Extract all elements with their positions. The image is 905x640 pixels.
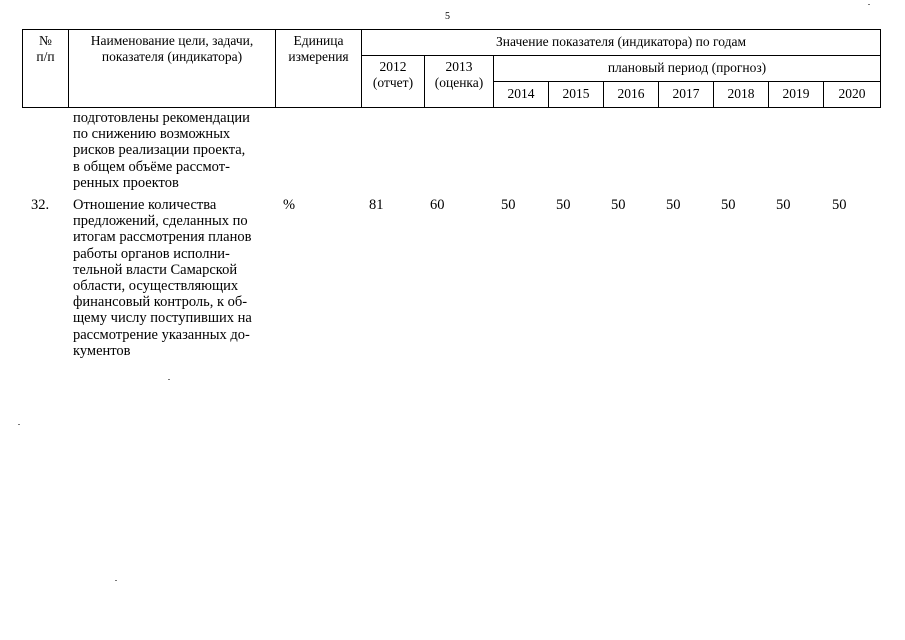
header-2012: 2012 (отчет) — [361, 55, 425, 108]
header-plan-year: 2020 — [823, 81, 881, 108]
value-2012: 81 — [369, 197, 384, 213]
header-2013: 2013 (оценка) — [424, 55, 494, 108]
value-plan: 50 — [501, 197, 516, 213]
row-name: Отношение количества предложений, сделанных по итогам рассмотрения планов работы органов исполни- тельной власти Самарской области, осуществляющих финансовый контроль, к об- щему числу поступивших на рассмотрение указанных до- кументов — [73, 197, 252, 359]
value-plan: 50 — [556, 197, 571, 213]
value-plan: 50 — [611, 197, 626, 213]
continued-row-name: подготовлены рекомендации по снижению возможных рисков реализации проекта, в общем объёме рассмот- ренных проектов — [73, 110, 250, 191]
header-plan-year: 2018 — [713, 81, 769, 108]
header-values-group: Значение показателя (индикатора) по годам — [361, 29, 881, 56]
scan-speck — [115, 580, 117, 581]
scan-speck — [868, 4, 870, 5]
value-plan: 50 — [721, 197, 736, 213]
header-name: Наименование цели, задачи, показателя (индикатора) — [68, 29, 276, 108]
header-plan-year: 2017 — [658, 81, 714, 108]
row-number: 32. — [31, 197, 50, 213]
row-unit: % — [283, 197, 296, 213]
value-plan: 50 — [776, 197, 791, 213]
page-number: 5 — [445, 11, 450, 22]
header-plan-group: плановый период (прогноз) — [493, 55, 881, 82]
header-unit: Единица измерения — [275, 29, 362, 108]
header-plan-year: 2014 — [493, 81, 549, 108]
value-plan: 50 — [832, 197, 847, 213]
value-plan: 50 — [666, 197, 681, 213]
header-plan-year: 2016 — [603, 81, 659, 108]
scan-speck — [168, 379, 170, 380]
value-2013: 60 — [430, 197, 445, 213]
header-plan-year: 2015 — [548, 81, 604, 108]
header-plan-year: 2019 — [768, 81, 824, 108]
scan-speck — [18, 424, 20, 425]
header-num: № п/п — [22, 29, 69, 108]
